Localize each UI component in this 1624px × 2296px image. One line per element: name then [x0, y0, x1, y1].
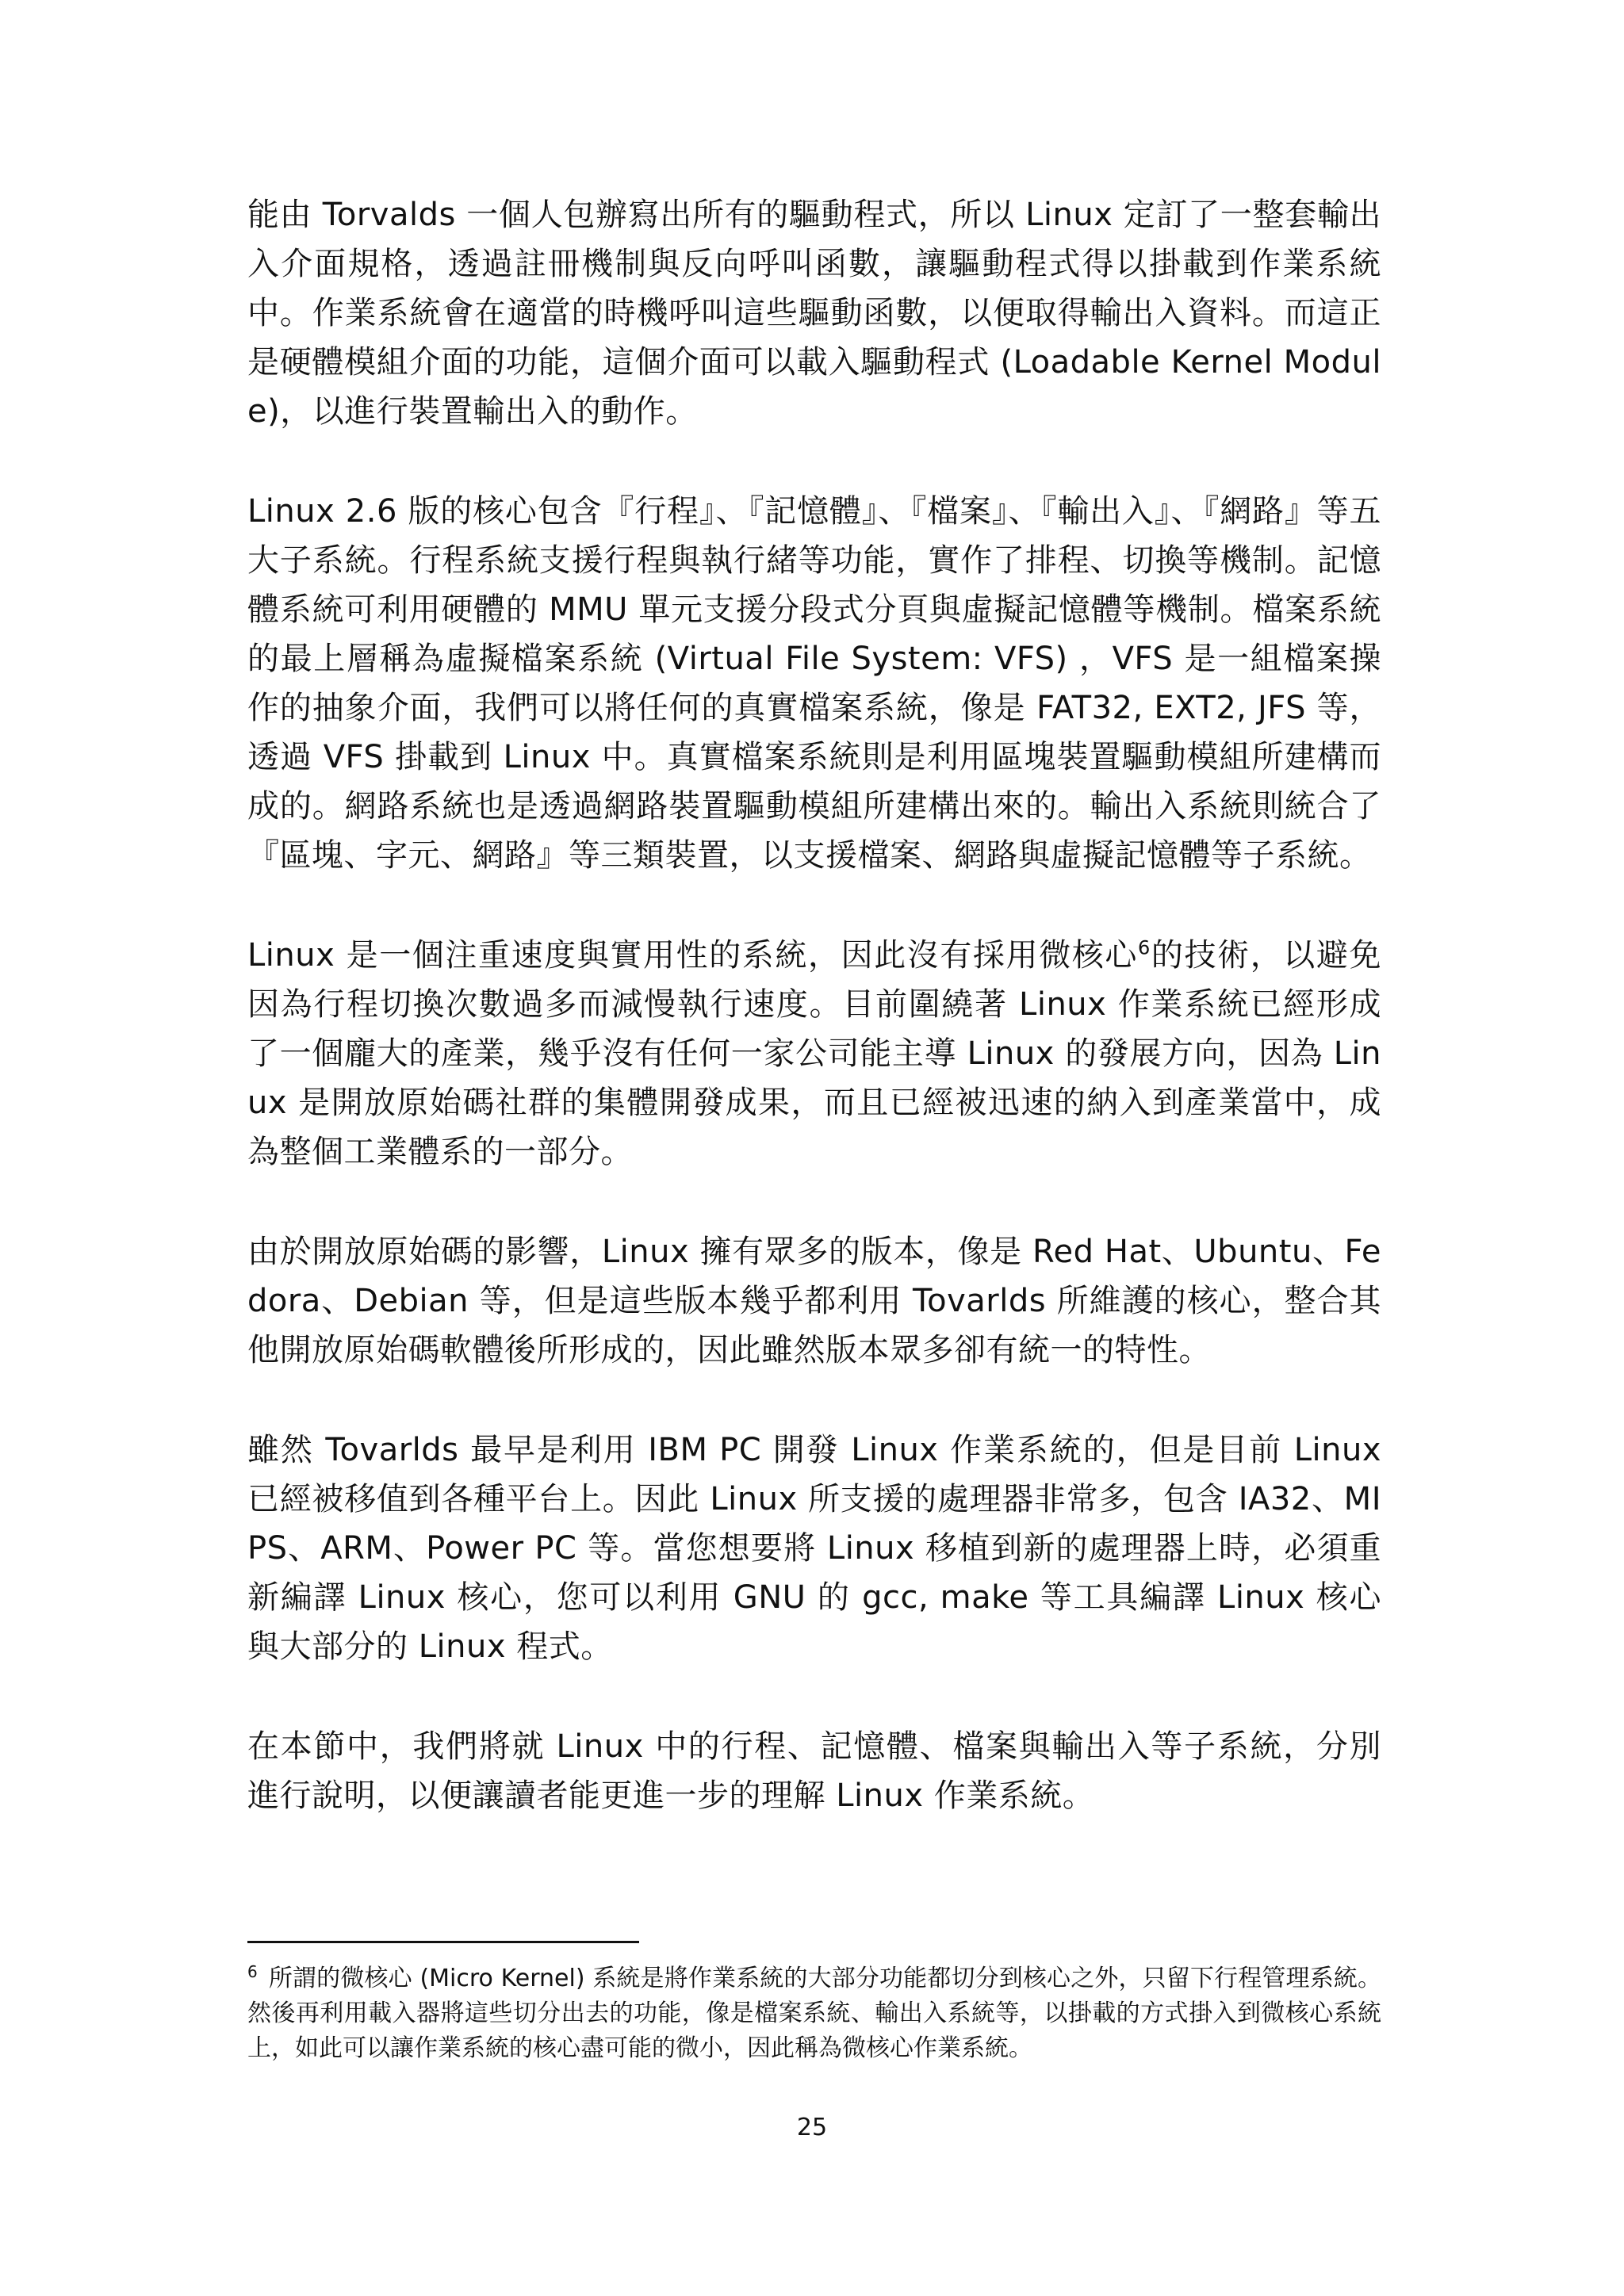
paragraph-section-intro: 在本節中，我們將就 Linux 中的行程、記憶體、檔案與輸出入等子系統，分別進行說明，以便讓讀者能更進一步的理解 Linux 作業系統。: [247, 1728, 1381, 1814]
footnote-number: 6: [247, 1962, 258, 1981]
body-text: [247, 190, 1381, 1871]
paragraph-porting: 雖然 Tovarlds 最早是利用 IBM PC 開發 Linux 作業系統的，但是目前 Linux 已經被移值到各種平台上。因此 Linux 所支援的處理器非常多，包含 IA32、MIPS、ARM、Power PC 等。當您想要將 Linux 移植到新的處理器上時，必須重新編譯 Linux 核心，您可以利用 GNU 的 gcc, make 等工具編譯 Linux 核心與大部分的 Linux 程式。: [247, 1432, 1381, 1665]
footnote-separator: [247, 1941, 639, 1943]
page-number: 25: [796, 2114, 828, 2141]
paragraph-microkernel: [247, 931, 1381, 1177]
footnote: [247, 1961, 1381, 2066]
footnote-text: 所謂的微核心 (Micro Kernel) 系統是將作業系統的大部分功能都切分到核心之外，只留下行程管理系統。然後再利用載入器將這些切分出去的功能，像是檔案系統、輸出入系統等，以掛載的方式掛入到微核心系統上，如此可以讓作業系統的核心盡可能的微小，因此稱為微核心作業系統。: [247, 1965, 1381, 2062]
paragraph-distributions: 由於開放原始碼的影響，Linux 擁有眾多的版本，像是 Red Hat、Ubuntu、Fedora、Debian 等，但是這些版本幾乎都利用 Tovarlds 所維護的核心，整合其他開放原始碼軟體後所形成的，因此雖然版本眾多卻有統一的特性。: [247, 1234, 1381, 1368]
footnote-reference[interactable]: 6: [1138, 936, 1151, 959]
paragraph-kernel-subsystems: Linux 2.6 版的核心包含『行程』、『記憶體』、『檔案』、『輸出入』、『網路』等五大子系統。行程系統支援行程與執行緒等功能，實作了排程、切換等機制。記憶體系統可利用硬體的 MMU 單元支援分段式分頁與虛擬記憶體等機制。檔案系統的最上層稱為虛擬檔案系統 (Virtual File System: VFS) ，VFS 是一組檔案操作的抽象介面，我們可以將任何的真實檔案系統，像是 FAT32, EXT2, JFS 等，透過 VFS 掛載到 Linux 中。真實檔案系統則是利用區塊裝置驅動模組所建構而成的。網路系統也是透過網路裝置驅動模組所建構出來的。輸出入系統則統合了『區塊、字元、網路』等三類裝置，以支援檔案、網路與虛擬記憶體等子系統。: [247, 493, 1381, 874]
paragraph-driver-interface: 能由 Torvalds 一個人包辦寫出所有的驅動程式，所以 Linux 定訂了一整套輸出入介面規格，透過註冊機制與反向呼叫函數，讓驅動程式得以掛載到作業系統中。作業系統會在適當的時機呼叫這些驅動函數，以便取得輸出入資料。而這正是硬體模組介面的功能，這個介面可以載入驅動程式 (Loadable Kernel Module)，以進行裝置輸出入的動作。: [247, 197, 1381, 430]
paragraph-microkernel-text-before: Linux 是一個注重速度與實用性的系統，因此沒有採用微核心: [247, 937, 1139, 974]
paragraph-microkernel-text-after: 的技術，以避免因為行程切換次數過多而減慢執行速度。目前圍繞著 Linux 作業系統已經形成了一個龐大的產業，幾乎沒有任何一家公司能主導 Linux 的發展方向，因為 Linux 是開放原始碼社群的集體開發成果，而且已經被迅速的納入到產業當中，成為整個工業體系的一部分。: [247, 937, 1382, 1170]
